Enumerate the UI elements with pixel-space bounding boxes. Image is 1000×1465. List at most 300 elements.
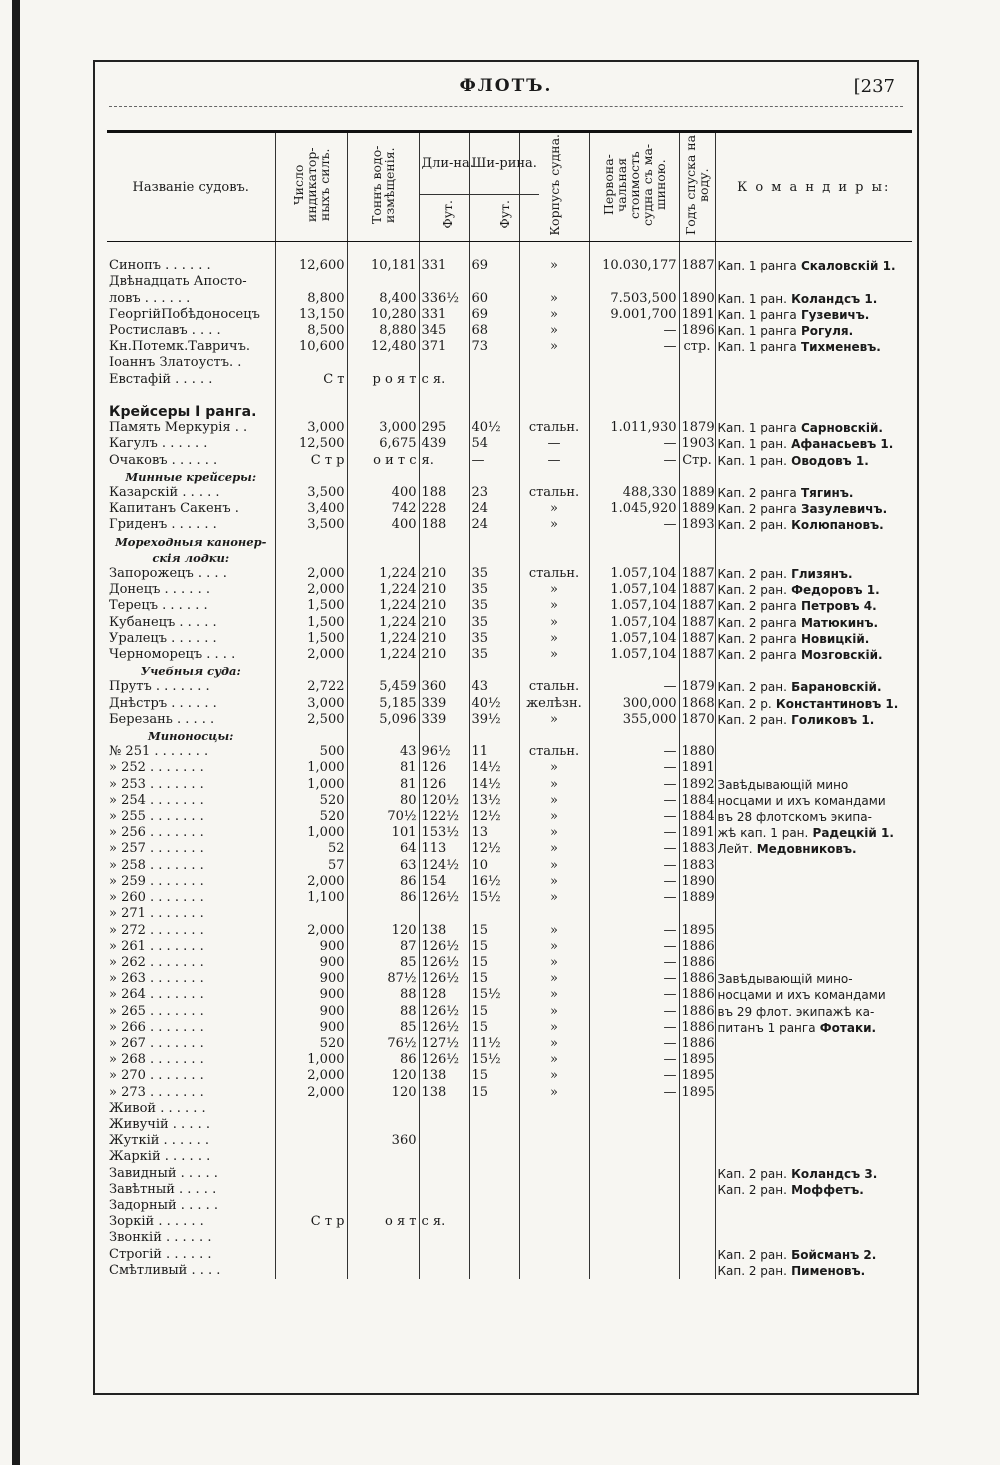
displacement bbox=[347, 1263, 419, 1279]
ship-name: » 270 . . . . . . . bbox=[109, 1068, 204, 1084]
hull: » bbox=[519, 1020, 589, 1036]
empty-cell bbox=[469, 469, 519, 485]
commander-rank: Лейт. bbox=[717, 842, 753, 857]
empty-cell bbox=[589, 550, 679, 566]
length: 138 bbox=[419, 923, 469, 939]
length: 124½ bbox=[419, 858, 469, 874]
beam: 40½ bbox=[469, 696, 519, 712]
displacement bbox=[347, 1247, 419, 1263]
displacement: 400 bbox=[347, 517, 419, 533]
col-hull bbox=[519, 132, 589, 242]
table-row bbox=[107, 777, 912, 793]
launch-year: 1886 bbox=[679, 1004, 715, 1020]
cost bbox=[589, 1182, 679, 1198]
commander bbox=[715, 1004, 912, 1020]
ship-name: » 257 . . . . . . . bbox=[109, 841, 204, 857]
hull: » bbox=[519, 890, 589, 906]
length: 371 bbox=[419, 339, 469, 355]
beam: 54 bbox=[469, 436, 519, 452]
commander-rank: Кап. 2 ран. bbox=[717, 583, 787, 598]
commander bbox=[715, 1068, 912, 1084]
col-displacement bbox=[347, 132, 419, 242]
beam: 11 bbox=[469, 744, 519, 760]
displacement: 101 bbox=[347, 825, 419, 841]
horsepower bbox=[275, 906, 347, 922]
horsepower: 3,500 bbox=[275, 517, 347, 533]
cost: — bbox=[589, 923, 679, 939]
horsepower: С т р bbox=[275, 453, 347, 469]
commander-name: Коландсъ 1. bbox=[786, 291, 878, 306]
horsepower bbox=[275, 1247, 347, 1263]
ship-name: » 265 . . . . . . . bbox=[109, 1003, 204, 1019]
empty-cell bbox=[275, 534, 347, 550]
ship-name: » 262 . . . . . . . bbox=[109, 954, 204, 970]
displacement: 87 bbox=[347, 939, 419, 955]
beam: 69 bbox=[469, 258, 519, 274]
commander bbox=[715, 372, 912, 388]
beam bbox=[469, 1182, 519, 1198]
horsepower: 1,100 bbox=[275, 890, 347, 906]
hull bbox=[519, 355, 589, 371]
ship-name: » 252 . . . . . . . bbox=[109, 760, 204, 776]
launch-year bbox=[679, 1166, 715, 1182]
launch-year bbox=[679, 1117, 715, 1133]
hull bbox=[519, 1198, 589, 1214]
commander-name: Тихменевъ. bbox=[796, 340, 881, 355]
horsepower: 8,500 bbox=[275, 323, 347, 339]
hull: » bbox=[519, 923, 589, 939]
commander bbox=[715, 647, 912, 663]
displacement: 742 bbox=[347, 501, 419, 517]
horsepower: 10,600 bbox=[275, 339, 347, 355]
subsection-heading: скiя лодки: bbox=[152, 550, 230, 565]
empty-cell bbox=[469, 728, 519, 744]
empty-cell bbox=[519, 469, 589, 485]
displacement: 64 bbox=[347, 841, 419, 857]
displacement bbox=[347, 1149, 419, 1165]
launch-year: 1887 bbox=[679, 582, 715, 598]
launch-year: 1893 bbox=[679, 517, 715, 533]
launch-year: 1884 bbox=[679, 809, 715, 825]
length: 120½ bbox=[419, 793, 469, 809]
beam: 15½ bbox=[469, 987, 519, 1003]
beam bbox=[469, 1166, 519, 1182]
beam: 13½ bbox=[469, 793, 519, 809]
ship-name: Кубанецъ . . . . . bbox=[109, 614, 217, 630]
cost: — bbox=[589, 339, 679, 355]
hull: » bbox=[519, 291, 589, 307]
length: 331 bbox=[419, 258, 469, 274]
beam: 73 bbox=[469, 339, 519, 355]
horsepower bbox=[275, 1117, 347, 1133]
ship-name: Запорожецъ . . . . bbox=[109, 566, 227, 582]
length: 228 bbox=[419, 501, 469, 517]
horsepower: С т р bbox=[275, 1214, 347, 1230]
commander-rank: Кап. 1 ран. bbox=[717, 437, 787, 452]
empty-cell bbox=[519, 534, 589, 550]
hull: » bbox=[519, 971, 589, 987]
displacement bbox=[347, 355, 419, 371]
commander-rank: Кап. 2 ранга bbox=[717, 615, 797, 630]
commander-rank: Кап. 2 ран. bbox=[717, 518, 787, 533]
launch-year: 1895 bbox=[679, 1068, 715, 1084]
beam: 23 bbox=[469, 485, 519, 501]
horsepower: 2,722 bbox=[275, 679, 347, 695]
commander bbox=[715, 679, 912, 695]
launch-year: 1887 bbox=[679, 598, 715, 614]
commander-name: Оводовъ 1. bbox=[786, 453, 869, 468]
ship-name: Звонкiй . . . . . . bbox=[109, 1230, 212, 1246]
horsepower: 1,500 bbox=[275, 598, 347, 614]
launch-year: 1883 bbox=[679, 858, 715, 874]
empty-cell bbox=[347, 469, 419, 485]
cost bbox=[589, 1166, 679, 1182]
launch-year: 1887 bbox=[679, 258, 715, 274]
commander bbox=[715, 1166, 912, 1182]
launch-year bbox=[679, 1133, 715, 1149]
commander bbox=[715, 777, 912, 793]
empty-cell bbox=[519, 663, 589, 679]
horsepower: 8,800 bbox=[275, 291, 347, 307]
book-spine bbox=[12, 0, 20, 1465]
horsepower: 500 bbox=[275, 744, 347, 760]
empty-cell bbox=[275, 404, 347, 420]
commander-rank: Завѣдывающiй мино- bbox=[717, 972, 853, 987]
cost: — bbox=[589, 809, 679, 825]
displacement: 70½ bbox=[347, 809, 419, 825]
empty-cell bbox=[419, 663, 469, 679]
horsepower: 2,000 bbox=[275, 582, 347, 598]
horsepower: 3,000 bbox=[275, 696, 347, 712]
empty-cell bbox=[347, 534, 419, 550]
cost: — bbox=[589, 1036, 679, 1052]
table-row bbox=[107, 420, 912, 436]
table-row bbox=[107, 1198, 912, 1214]
cost: 1.011,930 bbox=[589, 420, 679, 436]
commander-name: Мозговскiй. bbox=[796, 648, 883, 663]
displacement: 1,224 bbox=[347, 566, 419, 582]
launch-year: 1895 bbox=[679, 923, 715, 939]
hull bbox=[519, 906, 589, 922]
col-beam bbox=[469, 132, 537, 242]
subsection-row bbox=[107, 663, 912, 679]
commander bbox=[715, 906, 912, 922]
table-row bbox=[107, 744, 912, 760]
commander-name: Колюпановъ. bbox=[786, 518, 884, 533]
displacement: 43 bbox=[347, 744, 419, 760]
hull bbox=[519, 274, 589, 290]
displacement: 10,280 bbox=[347, 307, 419, 323]
displacement: 86 bbox=[347, 890, 419, 906]
table-row bbox=[107, 598, 912, 614]
table-row bbox=[107, 1101, 912, 1117]
length bbox=[419, 1247, 469, 1263]
cost: — bbox=[589, 874, 679, 890]
commander bbox=[715, 1230, 912, 1246]
displacement: 8,880 bbox=[347, 323, 419, 339]
empty-cell bbox=[419, 534, 469, 550]
launch-year: 1870 bbox=[679, 712, 715, 728]
hull: » bbox=[519, 1068, 589, 1084]
launch-year bbox=[679, 1247, 715, 1263]
table-row bbox=[107, 825, 912, 841]
commander bbox=[715, 858, 912, 874]
col-year-label: Годъ спуска на воду. bbox=[683, 134, 711, 236]
cost: 1.057,104 bbox=[589, 615, 679, 631]
empty-cell bbox=[519, 550, 589, 566]
launch-year: 1895 bbox=[679, 1085, 715, 1101]
length: 126½ bbox=[419, 971, 469, 987]
beam: 15 bbox=[469, 955, 519, 971]
table-header-row bbox=[107, 132, 912, 242]
table-row bbox=[107, 1085, 912, 1101]
table-row bbox=[107, 1117, 912, 1133]
horsepower: 2,000 bbox=[275, 923, 347, 939]
commander bbox=[715, 696, 912, 712]
launch-year bbox=[679, 1263, 715, 1279]
empty-cell bbox=[715, 404, 912, 420]
table-row bbox=[107, 923, 912, 939]
cost: 1.045,920 bbox=[589, 501, 679, 517]
commander bbox=[715, 1020, 912, 1036]
hull: стальн. bbox=[519, 679, 589, 695]
beam: 15½ bbox=[469, 890, 519, 906]
commander-rank: Кап. 1 ранга bbox=[717, 340, 797, 355]
commander-name: Голиковъ 1. bbox=[786, 712, 875, 727]
ship-name: Березань . . . . . bbox=[109, 711, 215, 727]
horsepower: 900 bbox=[275, 1020, 347, 1036]
cost: — bbox=[589, 760, 679, 776]
commander bbox=[715, 501, 912, 517]
hull: » bbox=[519, 841, 589, 857]
commander-rank: Кап. 1 ранга bbox=[717, 307, 797, 322]
launch-year bbox=[679, 1101, 715, 1117]
commander bbox=[715, 760, 912, 776]
hull: » bbox=[519, 858, 589, 874]
empty-cell bbox=[715, 728, 912, 744]
cost bbox=[589, 1101, 679, 1117]
commander-name: Матюкинъ. bbox=[796, 615, 879, 630]
horsepower: 2,000 bbox=[275, 874, 347, 890]
cost: — bbox=[589, 1004, 679, 1020]
beam bbox=[469, 1198, 519, 1214]
length: 138 bbox=[419, 1085, 469, 1101]
commander bbox=[715, 1117, 912, 1133]
length: 126½ bbox=[419, 939, 469, 955]
ship-name: Гриденъ . . . . . . bbox=[109, 517, 217, 533]
cost bbox=[589, 1263, 679, 1279]
col-year bbox=[679, 132, 715, 242]
displacement: 5,096 bbox=[347, 712, 419, 728]
ship-name: » 253 . . . . . . . bbox=[109, 776, 204, 792]
length: 127½ bbox=[419, 1036, 469, 1052]
length: 154 bbox=[419, 874, 469, 890]
cost: — bbox=[589, 890, 679, 906]
table-row bbox=[107, 517, 912, 533]
commander bbox=[715, 841, 912, 857]
commander bbox=[715, 809, 912, 825]
launch-year bbox=[679, 355, 715, 371]
cost: — bbox=[589, 987, 679, 1003]
launch-year: 1887 bbox=[679, 647, 715, 663]
displacement: 87½ bbox=[347, 971, 419, 987]
beam bbox=[469, 1263, 519, 1279]
commander-rank: носцами и ихъ командами bbox=[717, 988, 886, 1003]
empty-cell bbox=[419, 550, 469, 566]
launch-year: 1879 bbox=[679, 420, 715, 436]
length bbox=[419, 906, 469, 922]
ship-name: » 255 . . . . . . . bbox=[109, 809, 204, 825]
cost: — bbox=[589, 793, 679, 809]
commander bbox=[715, 355, 912, 371]
commander bbox=[715, 971, 912, 987]
commander-name: Пименовъ. bbox=[786, 1263, 866, 1278]
empty-cell bbox=[469, 404, 519, 420]
section-row bbox=[107, 404, 912, 420]
cost: — bbox=[589, 955, 679, 971]
hull bbox=[519, 1166, 589, 1182]
table-row bbox=[107, 647, 912, 663]
cost: — bbox=[589, 1020, 679, 1036]
ship-name: Синопъ . . . . . . bbox=[109, 258, 211, 274]
table-row bbox=[107, 1214, 912, 1230]
commander-rank: Кап. 2 ран. bbox=[717, 712, 787, 727]
table-row bbox=[107, 339, 912, 355]
displacement: 1,224 bbox=[347, 631, 419, 647]
cost: 1.057,104 bbox=[589, 647, 679, 663]
commander-name: Гузевичъ. bbox=[796, 307, 870, 322]
length bbox=[419, 1230, 469, 1246]
commander-rank: Кап. 2 ран. bbox=[717, 1182, 787, 1197]
displacement: 360 bbox=[347, 1133, 419, 1149]
length: 113 bbox=[419, 841, 469, 857]
length bbox=[419, 274, 469, 290]
hull: стальн. bbox=[519, 744, 589, 760]
horsepower: 12,600 bbox=[275, 258, 347, 274]
commander-name: Афанасьевъ 1. bbox=[786, 437, 894, 452]
beam: 24 bbox=[469, 517, 519, 533]
cost bbox=[589, 1133, 679, 1149]
beam: 16½ bbox=[469, 874, 519, 890]
length: 126 bbox=[419, 760, 469, 776]
displacement: о и т с bbox=[347, 453, 419, 469]
hull: » bbox=[519, 777, 589, 793]
ship-name: » 272 . . . . . . . bbox=[109, 922, 204, 938]
subsection-row bbox=[107, 728, 912, 744]
beam: 15 bbox=[469, 1004, 519, 1020]
beam: 15 bbox=[469, 1085, 519, 1101]
commander bbox=[715, 1085, 912, 1101]
length: 439 bbox=[419, 436, 469, 452]
horsepower: 2,500 bbox=[275, 712, 347, 728]
table-row bbox=[107, 501, 912, 517]
empty-cell bbox=[347, 728, 419, 744]
cost: — bbox=[589, 777, 679, 793]
subsection-row bbox=[107, 469, 912, 485]
length: 122½ bbox=[419, 809, 469, 825]
commander bbox=[715, 1052, 912, 1068]
beam: 12½ bbox=[469, 809, 519, 825]
beam bbox=[469, 1117, 519, 1133]
launch-year: 1891 bbox=[679, 307, 715, 323]
empty-cell bbox=[589, 728, 679, 744]
displacement bbox=[347, 1166, 419, 1182]
commander bbox=[715, 420, 912, 436]
length: 153½ bbox=[419, 825, 469, 841]
hull: — bbox=[519, 453, 589, 469]
hull: » bbox=[519, 939, 589, 955]
beam bbox=[469, 1214, 519, 1230]
launch-year bbox=[679, 1198, 715, 1214]
displacement bbox=[347, 1198, 419, 1214]
horsepower: 2,000 bbox=[275, 1085, 347, 1101]
ship-name: Завидный . . . . . bbox=[109, 1165, 218, 1181]
horsepower: 900 bbox=[275, 987, 347, 1003]
displacement: 120 bbox=[347, 1068, 419, 1084]
launch-year: 1887 bbox=[679, 615, 715, 631]
commander-name: Барановскiй. bbox=[786, 680, 882, 695]
table-row bbox=[107, 1020, 912, 1036]
empty-cell bbox=[679, 404, 715, 420]
commander bbox=[715, 793, 912, 809]
horsepower: 3,000 bbox=[275, 420, 347, 436]
ship-name: Задорный . . . . . bbox=[109, 1197, 219, 1213]
launch-year bbox=[679, 1149, 715, 1165]
horsepower: 1,000 bbox=[275, 825, 347, 841]
empty-cell bbox=[589, 534, 679, 550]
beam: — bbox=[469, 453, 519, 469]
displacement: 120 bbox=[347, 923, 419, 939]
ship-name: Живой . . . . . . bbox=[109, 1100, 206, 1116]
length: 128 bbox=[419, 987, 469, 1003]
length: 210 bbox=[419, 598, 469, 614]
ship-name: Казарскiй . . . . . bbox=[109, 485, 220, 501]
displacement: 5,185 bbox=[347, 696, 419, 712]
commander-name: Федоровъ 1. bbox=[786, 583, 880, 598]
beam: 11½ bbox=[469, 1036, 519, 1052]
horsepower: 57 bbox=[275, 858, 347, 874]
empty-cell bbox=[469, 550, 519, 566]
commander bbox=[715, 1263, 912, 1279]
table-row bbox=[107, 258, 912, 274]
launch-year: 1891 bbox=[679, 825, 715, 841]
displacement bbox=[347, 906, 419, 922]
col-beam-label: Ши-рина. bbox=[470, 135, 539, 194]
length: 126½ bbox=[419, 1020, 469, 1036]
commander-name: Глизянъ. bbox=[786, 567, 853, 582]
horsepower bbox=[275, 1101, 347, 1117]
horsepower: 12,500 bbox=[275, 436, 347, 452]
commander bbox=[715, 1198, 912, 1214]
displacement bbox=[347, 1101, 419, 1117]
beam bbox=[469, 274, 519, 290]
subsection-row bbox=[107, 550, 912, 566]
length: с я. bbox=[419, 1214, 469, 1230]
horsepower bbox=[275, 1133, 347, 1149]
launch-year: 1886 bbox=[679, 1036, 715, 1052]
table-row bbox=[107, 1052, 912, 1068]
cost: — bbox=[589, 323, 679, 339]
beam: 15 bbox=[469, 971, 519, 987]
cost: 1.057,104 bbox=[589, 631, 679, 647]
ship-name: » 256 . . . . . . . bbox=[109, 825, 204, 841]
fleet-table bbox=[107, 130, 912, 1279]
ship-name: Прутъ . . . . . . . bbox=[109, 679, 210, 695]
empty-cell bbox=[679, 550, 715, 566]
length: 210 bbox=[419, 647, 469, 663]
commander bbox=[715, 566, 912, 582]
ship-name: » 268 . . . . . . . bbox=[109, 1052, 204, 1068]
